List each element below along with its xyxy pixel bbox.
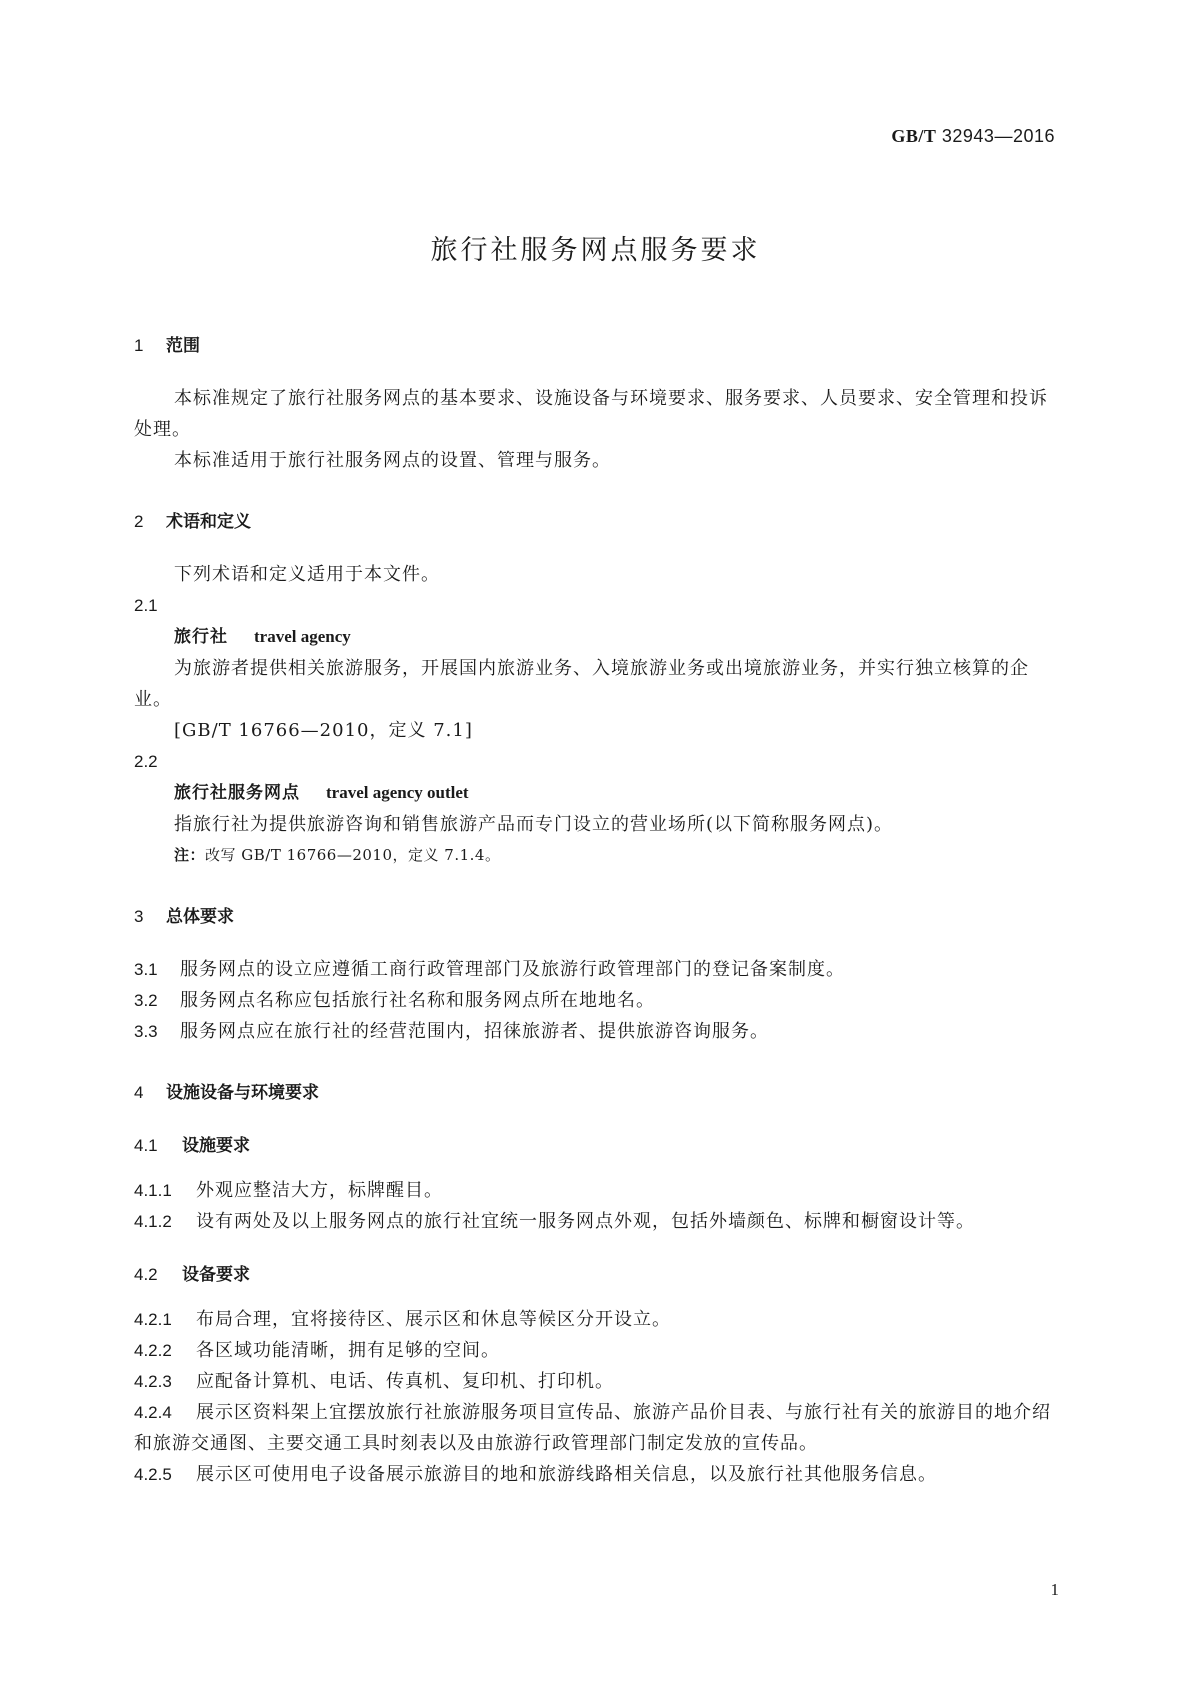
term-en: travel agency: [254, 627, 351, 646]
paragraph: 本标准规定了旅行社服务网点的基本要求、设施设备与环境要求、服务要求、人员要求、安全管理和投诉处理。: [134, 388, 1048, 440]
paragraph: 本标准适用于旅行社服务网点的设置、管理与服务。: [174, 450, 611, 471]
term-cn: 旅行社: [174, 627, 228, 647]
subsection-heading-4-2: 4.2 设备要求: [134, 1265, 250, 1285]
term-number: 2.2: [134, 752, 158, 771]
clause: 3.3 服务网点应在旅行社的经营范围内，招徕旅游者、提供旅游咨询服务。: [134, 1021, 769, 1042]
document-title: 旅行社服务网点服务要求: [430, 235, 761, 266]
paragraph: 下列术语和定义适用于本文件。: [174, 564, 440, 585]
section-heading-4: 4 设施设备与环境要求: [134, 1083, 319, 1103]
standard-number: [891, 126, 1055, 147]
term-definition: 指旅行社为提供旅游咨询和销售旅游产品而专门设立的营业场所(以下简称服务网点)。: [174, 814, 894, 835]
clause: 4.2.1 布局合理，宜将接待区、展示区和休息等候区分开设立。: [134, 1309, 671, 1330]
clause: 4.1.2 设有两处及以上服务网点的旅行社宜统一服务网点外观，包括外墙颜色、标牌和橱窗设计等。: [134, 1211, 975, 1232]
section-heading-3: 3 总体要求: [134, 907, 234, 927]
clause: 3.1 服务网点的设立应遵循工商行政管理部门及旅游行政管理部门的登记备案制度。: [134, 959, 845, 980]
page-number: 1: [1050, 1580, 1059, 1599]
subsection-heading-4-1: 4.1 设施要求: [134, 1136, 250, 1156]
clause: 4.2.5 展示区可使用电子设备展示旅游目的地和旅游线路相关信息，以及旅行社其他服务信息。: [134, 1464, 937, 1485]
term-entry: [134, 621, 1056, 653]
standard-prefix: GB/T: [891, 126, 937, 146]
term-en: travel agency outlet: [326, 783, 469, 802]
term-note: [134, 840, 1056, 871]
standard-code: 32943—2016: [941, 126, 1055, 146]
term-source: [GB/T 16766—2010，定义 7.1]: [174, 720, 473, 741]
term-definition: 为旅游者提供相关旅游服务，开展国内旅游业务、入境旅游业务或出境旅游业务，并实行独立核算的企业。: [134, 658, 1029, 710]
clause: 4.1.1 外观应整洁大方，标牌醒目。: [134, 1180, 443, 1201]
term-entry: [134, 777, 1056, 809]
clause: 4.2.3 应配备计算机、电话、传真机、复印机、打印机。: [134, 1371, 614, 1392]
section-heading-1: 1 范围: [134, 336, 200, 356]
clause: 3.2 服务网点名称应包括旅行社名称和服务网点所在地地名。: [134, 990, 655, 1011]
term-cn: 旅行社服务网点: [174, 783, 300, 803]
section-heading-2: 2 术语和定义: [134, 512, 251, 532]
note-text: 改写 GB/T 16766—2010，定义 7.1.4。: [205, 846, 501, 864]
term-number: 2.1: [134, 596, 158, 615]
document-body: [134, 330, 1056, 1490]
clause: 4.2.2 各区域功能清晰，拥有足够的空间。: [134, 1340, 500, 1361]
note-label: 注：: [174, 846, 206, 864]
clause: 4.2.4 展示区资料架上宜摆放旅行社旅游服务项目宣传品、旅游产品价目表、与旅行社有关的旅游目的地介绍和旅游交通图、主要交通工具时刻表以及由旅游行政管理部门制定发放的宣传品。: [134, 1402, 1051, 1454]
